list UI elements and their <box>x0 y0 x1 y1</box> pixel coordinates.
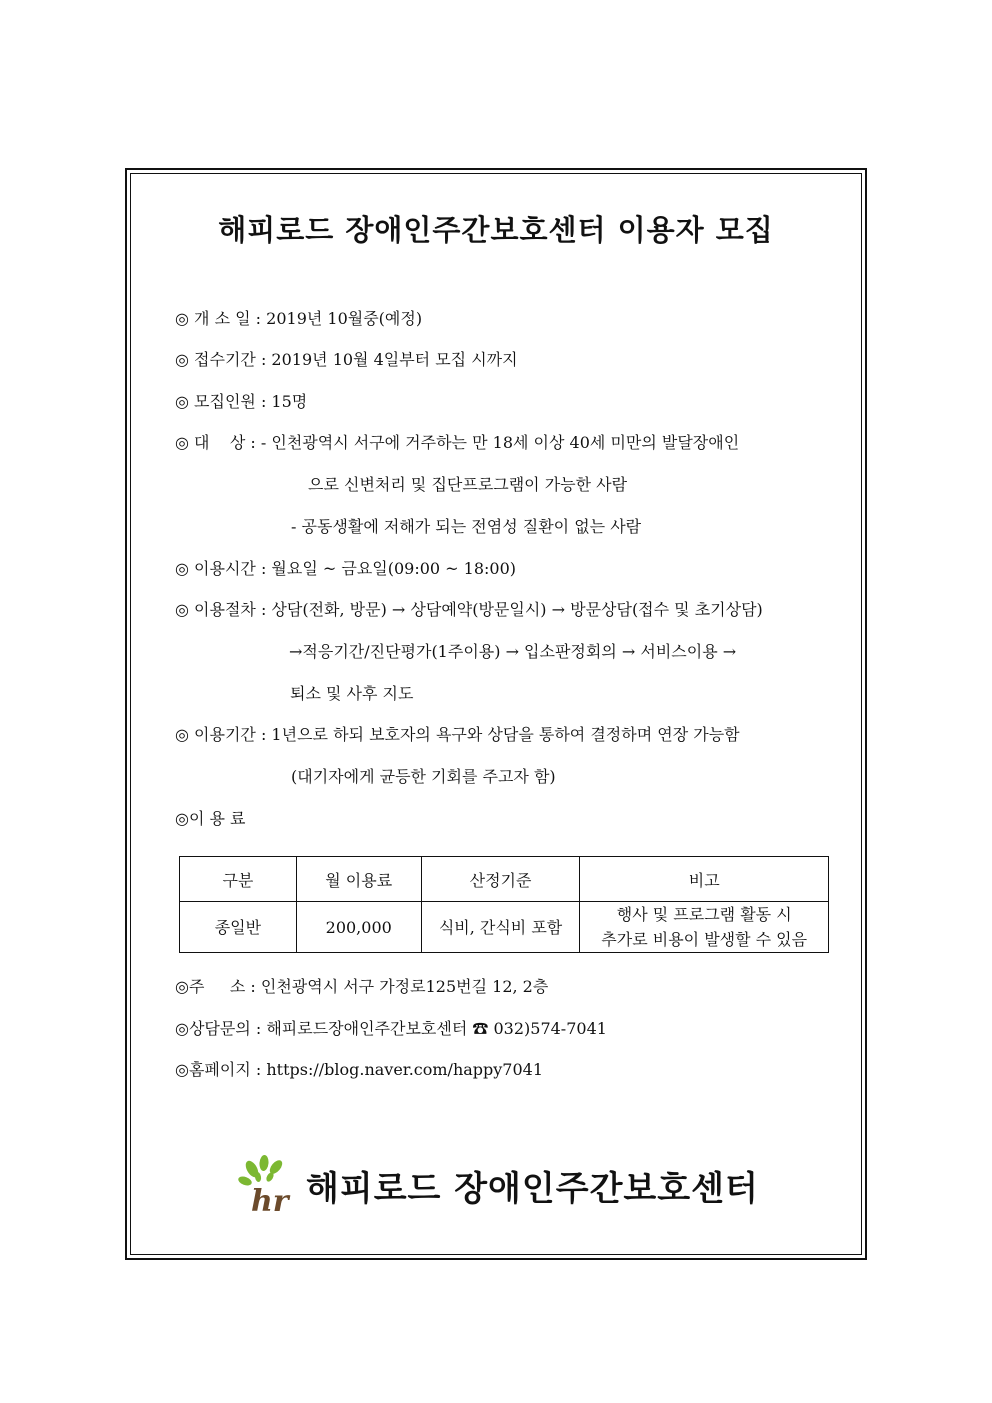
procedure-line-2: →적응기간/진단평가(1주이용) → 입소판정회의 → 서비스이용 → <box>289 642 737 661</box>
usage-hours: ◎ 이용시간 : 월요일 ~ 금요일(09:00 ~ 18:00) <box>175 559 517 578</box>
target-condition-1-cont: 으로 신변처리 및 집단프로그램이 가능한 사람 <box>308 475 628 494</box>
target-line <box>175 432 739 454</box>
fee-label: ◎이 용 료 <box>175 809 246 828</box>
procedure-line-3: 퇴소 및 사후 지도 <box>290 684 414 703</box>
page-border-inner <box>130 173 862 1255</box>
usage-duration-note: (대기자에게 균등한 기회를 주고자 함) <box>291 767 556 786</box>
fee-header-remarks: 비고 <box>580 857 829 902</box>
fee-cell-remarks <box>580 902 829 953</box>
fee-cell-monthly-fee: 200,000 <box>296 902 421 953</box>
fee-table <box>179 856 829 953</box>
logo-letters: hr <box>251 1184 289 1215</box>
target-label: ◎ 대 상 : <box>175 433 261 452</box>
fee-remarks-line-1: 행사 및 프로그램 활동 시 <box>616 905 792 924</box>
fee-table-header-row <box>180 857 829 902</box>
fee-cell-basis: 식비, 간식비 포함 <box>421 902 580 953</box>
address: ◎주 소 : 인천광역시 서구 가정로125번길 12, 2층 <box>175 977 549 996</box>
inquiry-label: ◎상담문의 : 해피로드장애인주간보호센터 <box>175 1019 468 1038</box>
logo-icon <box>238 1155 298 1215</box>
fee-header-basis: 산정기준 <box>421 857 580 902</box>
application-period: ◎ 접수기간 : 2019년 10월 4일부터 모집 시까지 <box>175 350 518 369</box>
fee-table-row <box>180 902 829 953</box>
footer-org-name: 해피로드 장애인주간보호센터 <box>306 1168 759 1209</box>
footer-logo <box>238 1155 759 1215</box>
fee-header-monthly-fee: 월 이용료 <box>296 857 421 902</box>
target-condition-2: - 공동생활에 저해가 되는 전염성 질환이 없는 사람 <box>291 517 642 536</box>
recruit-quota: ◎ 모집인원 : 15명 <box>175 392 308 411</box>
opening-date: ◎ 개 소 일 : 2019년 10월중(예정) <box>175 309 423 328</box>
page-title: 해피로드 장애인주간보호센터 이용자 모집 <box>218 213 774 247</box>
homepage: ◎홈페이지 : https://blog.naver.com/happy7041 <box>175 1060 544 1079</box>
usage-duration: ◎ 이용기간 : 1년으로 하되 보호자의 욕구와 상담을 통하여 결정하며 연장 가능함 <box>175 725 740 744</box>
page-border <box>125 168 867 1260</box>
target-condition-1: - 인천광역시 서구에 거주하는 만 18세 이상 40세 미만의 발달장애인 <box>260 433 740 452</box>
fee-remarks-line-2: 추가로 비용이 발생할 수 있음 <box>601 930 808 949</box>
fee-cell-category: 종일반 <box>180 902 297 953</box>
phone-number: 032)574-7041 <box>493 1019 607 1038</box>
procedure-line-1: ◎ 이용절차 : 상담(전화, 방문) → 상담예약(방문일시) → 방문상담(접수 및 초기상담) <box>175 600 763 619</box>
inquiry <box>175 1018 607 1040</box>
fee-header-category: 구분 <box>180 857 297 902</box>
phone-icon: ☎ <box>472 1019 489 1038</box>
